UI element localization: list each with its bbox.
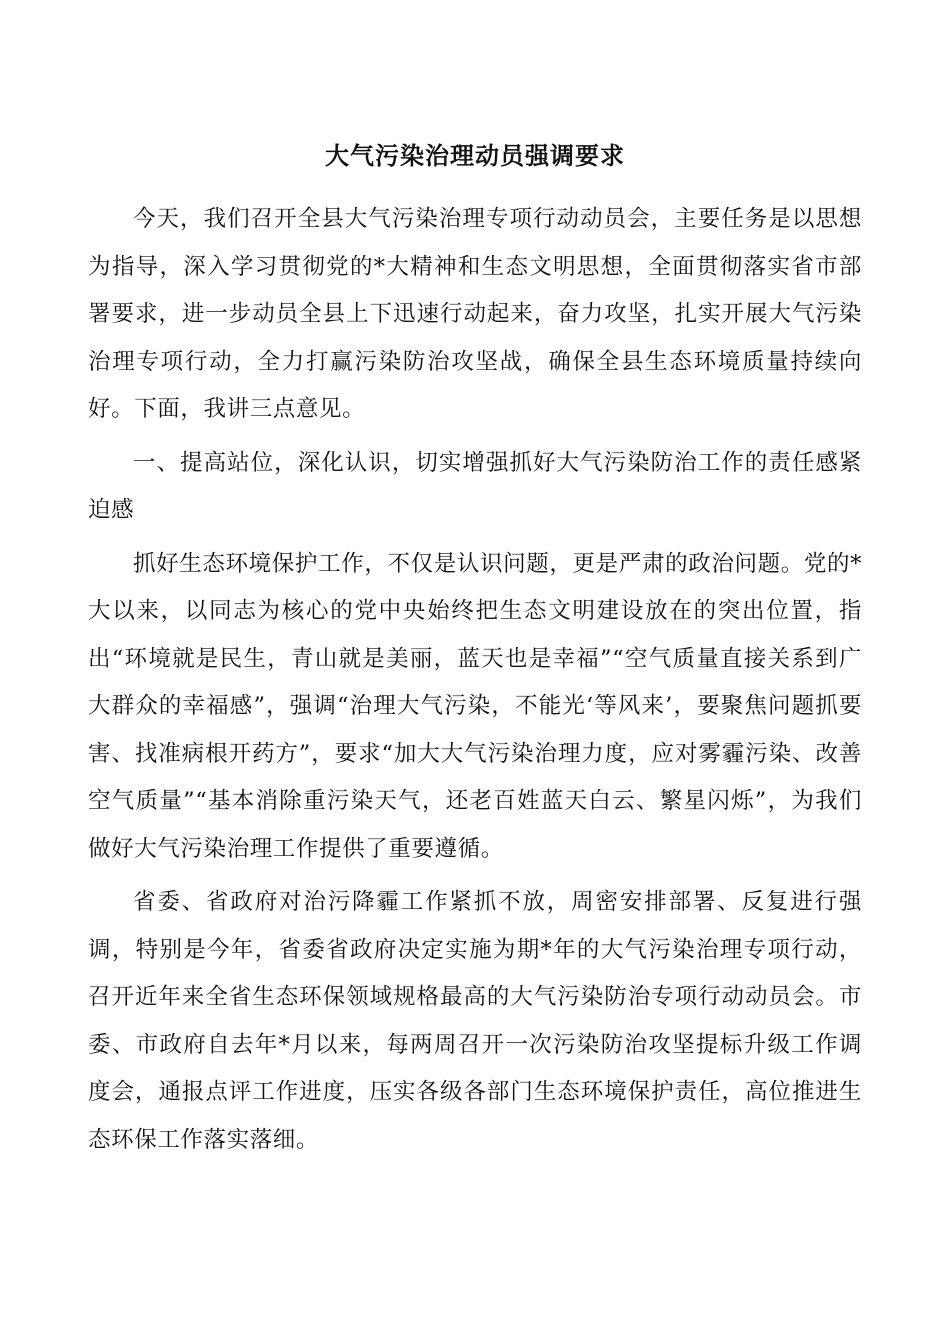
paragraph-central-requirements: 抓好生态环境保护工作，不仅是认识问题，更是严肃的政治问题。党的*大以来，以同志为核心的党中央始终把生态文明建设放在的突出位置，指出“环境就是民生，青山就是美丽，蓝天也是幸福”“空气质量直接关系到广大群众的幸福感”，强调“治理大气污染，不能光‘等风来’，要聚焦问题抓要害、找准病根开药方”，要求“加大大气污染治理力度，应对雾霾污染、改善空气质量”“基本消除重污染天气，还老百姓蓝天白云、繁星闪烁”，为我们做好大气污染治理工作提供了重要遵循。 <box>88 550 862 862</box>
paragraph-provincial-municipal: 省委、省政府对治污降霾工作紧抓不放，周密安排部署、反复进行强调，特别是今年，省委省政府决定实施为期*年的大气污染治理专项行动，召开近年来全省生态环保领域规格最高的大气污染防治专项行动动员会。市委、市政府自去年*月以来，每两周召开一次污染防治攻坚提标升级工作调度会，通报点评工作进度，压实各级各部门生态环境保护责任，高位推进生态环保工作落实落细。 <box>88 889 862 1153</box>
document-title: 大气污染治理动员强调要求 <box>325 141 625 170</box>
document-page <box>88 136 862 1170</box>
paragraph-intro: 今天，我们召开全县大气污染治理专项行动动员会，主要任务是以思想为指导，深入学习贯彻党的*大精神和生态文明思想，全面贯彻落实省市部署要求，进一步动员全县上下迅速行动起来，奋力攻坚，扎实开展大气污染治理专项行动，全力打赢污染防治攻坚战，确保全县生态环境质量持续向好。下面，我讲三点意见。 <box>88 206 862 422</box>
section-heading-one: 一、提高站位，深化认识，切实增强抓好大气污染防治工作的责任感紧迫感 <box>88 449 862 523</box>
